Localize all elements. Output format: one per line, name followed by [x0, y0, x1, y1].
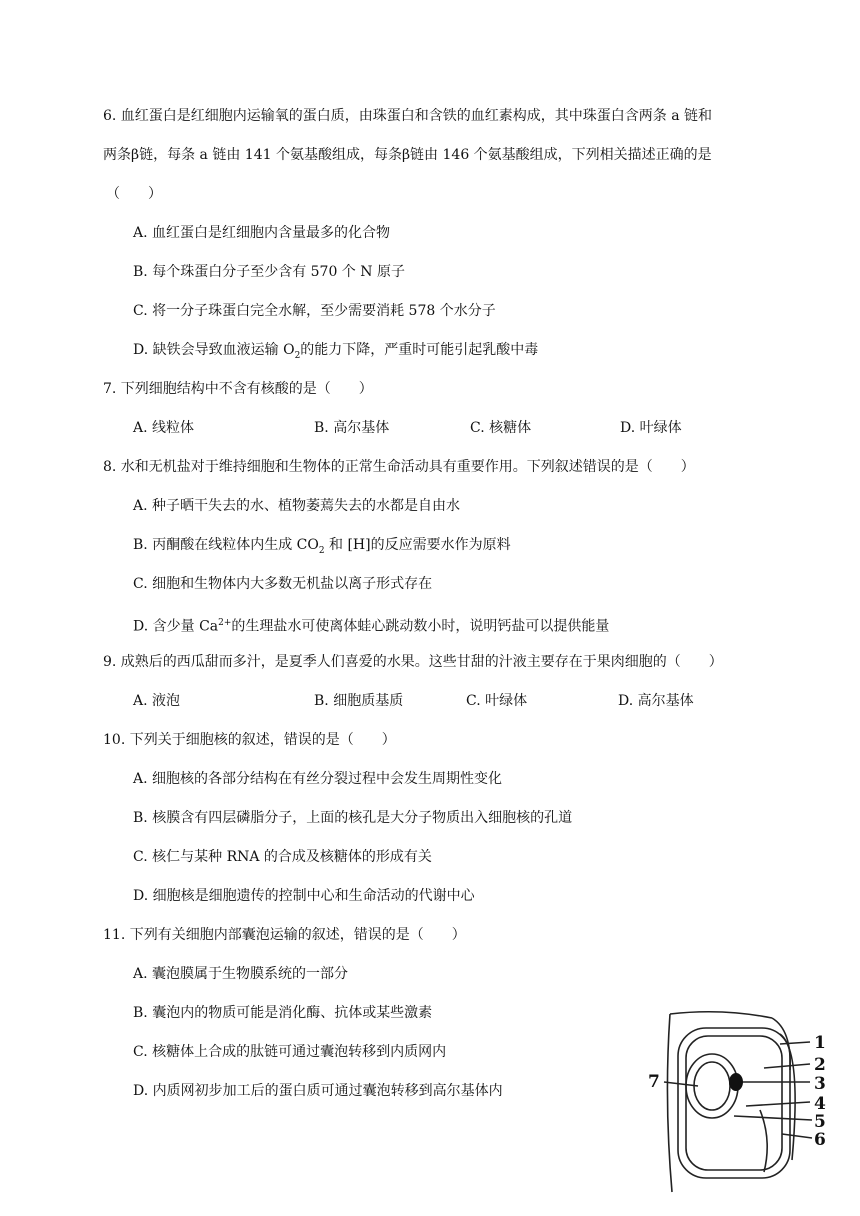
- q11-option-a: A. 囊泡膜属于生物膜系统的一部分: [133, 966, 349, 982]
- q9-option-c: C. 叶绿体: [466, 693, 528, 709]
- q10-option-a: A. 细胞核的各部分结构在有丝分裂过程中会发生周期性变化: [133, 771, 503, 787]
- q11-option-b: B. 囊泡内的物质可能是消化酶、抗体或某些激素: [133, 1005, 433, 1021]
- q8-stem: 8. 水和无机盐对于维持细胞和生物体的正常生命活动具有重要作用。下列叙述错误的是（ ）: [103, 459, 695, 475]
- label-6: 6: [814, 1130, 826, 1150]
- leader-5: [734, 1116, 812, 1120]
- leader-6: [782, 1134, 812, 1138]
- q7-options-row: [133, 418, 753, 438]
- q8-option-c: C. 细胞和生物体内大多数无机盐以离子形式存在: [133, 576, 433, 592]
- plant-cell-diagram-svg: [642, 1010, 832, 1195]
- q10-option-b: B. 核膜含有四层磷脂分子，上面的核孔是大分子物质出入细胞核的孔道: [133, 810, 573, 826]
- q9-option-a: A. 液泡: [133, 693, 181, 709]
- q9-option-d: D. 高尔基体: [618, 693, 694, 709]
- q7-option-b: B. 高尔基体: [314, 420, 390, 436]
- nucleus-dot: [729, 1073, 743, 1091]
- q7-option-d: D. 叶绿体: [620, 420, 682, 436]
- q11-stem: 11. 下列有关细胞内部囊泡运输的叙述，错误的是（ ）: [103, 927, 466, 943]
- q9-options-row: [133, 691, 753, 711]
- label-3: 3: [814, 1074, 826, 1094]
- leader-1: [780, 1042, 810, 1044]
- label-7: 7: [648, 1072, 660, 1092]
- q11-option-c: C. 核糖体上合成的肽链可通过囊泡转移到内质网内: [133, 1044, 447, 1060]
- q10-option-c: C. 核仁与某种 RNA 的合成及核糖体的形成有关: [133, 849, 432, 865]
- cytoplasm-curve: [760, 1110, 767, 1172]
- vacuole-inner: [694, 1062, 730, 1110]
- q6-option-b: B. 每个珠蛋白分子至少含有 570 个 N 原子: [133, 264, 405, 280]
- q9-stem: 9. 成熟后的西瓜甜而多汁，是夏季人们喜爱的水果。这些甘甜的汁液主要存在于果肉细胞的（ ）: [103, 654, 723, 670]
- q8-option-b: B. 丙酮酸在线粒体内生成 $CO_2$ 和 [H]的反应需要水作为原料: [133, 537, 511, 556]
- q10-stem: 10. 下列关于细胞核的叙述，错误的是（ ）: [103, 732, 396, 748]
- q7-option-c: C. 核糖体: [470, 420, 532, 436]
- q8-option-a: A. 种子晒干失去的水、植物萎蔫失去的水都是自由水: [133, 498, 461, 514]
- q6-option-a: A. 血红蛋白是红细胞内含量最多的化合物: [133, 225, 391, 241]
- neighbor-cell-wall-left: [667, 1014, 672, 1192]
- label-5: 5: [814, 1112, 826, 1132]
- q9-option-b: B. 细胞质基质: [314, 693, 404, 709]
- q7-option-a: A. 线粒体: [133, 420, 195, 436]
- label-2: 2: [814, 1055, 826, 1075]
- neighbor-cell-wall-top: [670, 1012, 772, 1018]
- leader-4: [746, 1102, 810, 1106]
- q6-option-c: C. 将一分子珠蛋白完全水解，至少需要消耗 578 个水分子: [133, 303, 496, 319]
- q11-option-d: D. 内质网初步加工后的蛋白质可通过囊泡转移到高尔基体内: [133, 1083, 503, 1099]
- leader-7: [664, 1082, 698, 1086]
- q8-option-d: D. 含少量 $Ca^{2+}$的生理盐水可使离体蛙心跳动数小时，说明钙盐可以提供能量: [133, 618, 610, 635]
- plant-cell-diagram: [642, 1010, 832, 1195]
- q6-stem-line2: 两条β链，每条 a 链由 141 个氨基酸组成，每条β链由 146 个氨基酸组成，下列相关描述正确的是: [103, 147, 712, 163]
- label-1: 1: [814, 1033, 826, 1053]
- q6-option-d: D. 缺铁会导致血液运输 $O_2$的能力下降，严重时可能引起乳酸中毒: [133, 342, 539, 361]
- q7-stem: 7. 下列细胞结构中不含有核酸的是（ ）: [103, 381, 373, 397]
- q6-stem-line1: 6. 血红蛋白是红细胞内运输氧的蛋白质，由珠蛋白和含铁的血红素构成，其中珠蛋白含两条 a 链和: [103, 108, 713, 124]
- label-4: 4: [814, 1094, 826, 1114]
- q10-option-d: D. 细胞核是细胞遗传的控制中心和生命活动的代谢中心: [133, 888, 475, 904]
- leader-2: [764, 1064, 810, 1068]
- q6-answer-bracket: （ ）: [106, 186, 162, 202]
